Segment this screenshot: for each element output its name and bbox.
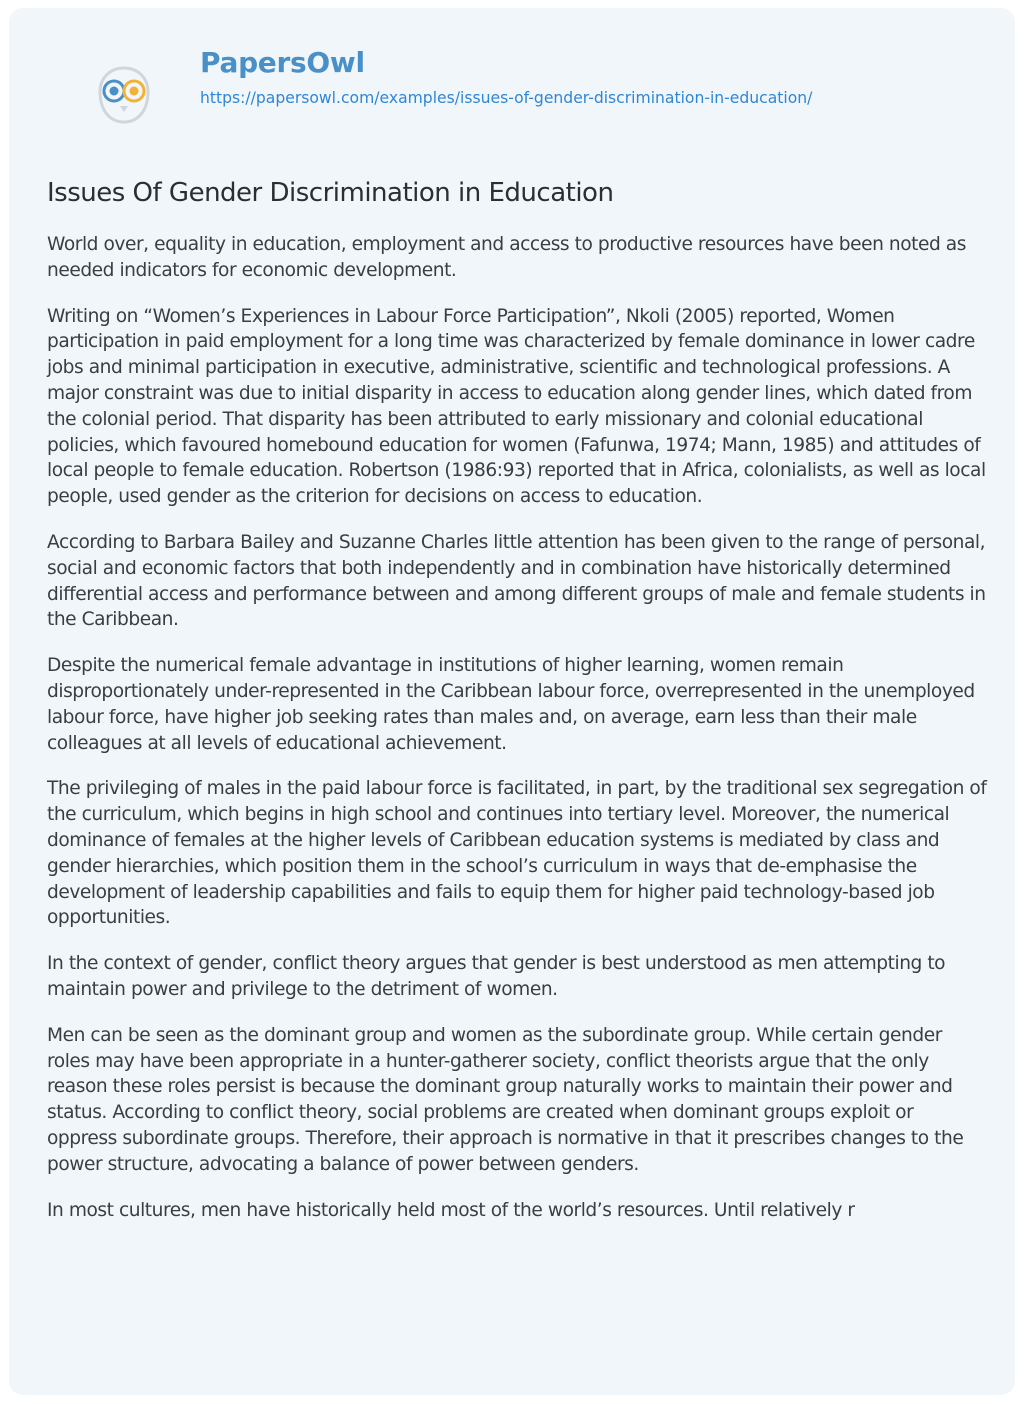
paragraph: Writing on “Women’s Experiences in Labour Force Participation”, Nkoli (2005) reported, Women participation in paid employment for a long time was characterized by female dominance in lower cadre jobs and minimal participation in executive, administrative, scientific and technological professions. A major constraint was due to initial disparity in access to education along gender lines, which dated from the colonial period. That disparity has been attributed to early missionary and colonial educational policies, which favoured homebound education for women (Fafunwa, 1974; Mann, 1985) and attitudes of local people to female education. Robertson (1986:93) reported that in Africa, colonialists, as well as local people, used gender as the criterion for decisions on access to education.: [47, 305, 986, 508]
document-card: [9, 8, 1015, 1395]
source-url-link[interactable]: https://papersowl.com/examples/issues-of-gender-discrimination-in-education/: [200, 89, 813, 107]
paragraph: Despite the numerical female advantage in institutions of higher learning, women remain disproportionately under-represented in the Caribbean labour force, overrepresented in the unemployed labour force, have higher job seeking rates than males and, on average, earn less than their male colleagues at all levels of educational achievement.: [47, 655, 975, 754]
paragraph: According to Barbara Bailey and Suzanne Charles little attention has been given to the range of personal, social and economic factors that both independently and in combination have historically determined differential access and performance between and among different groups of male and female students in the Caribbean.: [47, 531, 986, 631]
page-title: Issues Of Gender Discrimination in Education: [47, 178, 614, 208]
paragraph: In the context of gender, conflict theory argues that gender is best understood as men attempting to maintain power and privilege to the detriment of women.: [47, 953, 946, 1000]
brand-name[interactable]: PapersOwl: [200, 46, 365, 79]
paragraph-truncated: In most cultures, men have historically held most of the world’s resources. Until relatively r: [47, 1199, 855, 1221]
paragraph: World over, equality in education, employment and access to productive resources have been noted as needed indicators for economic development.: [47, 234, 966, 281]
site-header: [57, 8, 967, 126]
owl-logo-icon[interactable]: [98, 64, 150, 124]
paragraph: Men can be seen as the dominant group and women as the subordinate group. While certain gender roles may have been appropriate in a hunter-gatherer society, conflict theorists argue that the only reason these roles persist is because the dominant group naturally works to maintain their power and status. According to conflict theory, social problems are created when dominant groups exploit or oppress subordinate groups. Therefore, their approach is normative in that it prescribes changes to the power structure, advocating a balance of power between genders.: [47, 1024, 964, 1175]
paragraph: The privileging of males in the paid labour force is facilitated, in part, by the traditional sex segregation of the curriculum, which begins in high school and continues into tertiary level. Moreover, the numerical dominance of females at the higher levels of Caribbean education systems is mediated by class and gender hierarchies, which position them in the school’s curriculum in ways that de-emphasise the development of leadership capabilities and fails to equip them for higher paid technology-based job opportunities.: [47, 778, 987, 929]
article-body: [47, 232, 987, 1223]
